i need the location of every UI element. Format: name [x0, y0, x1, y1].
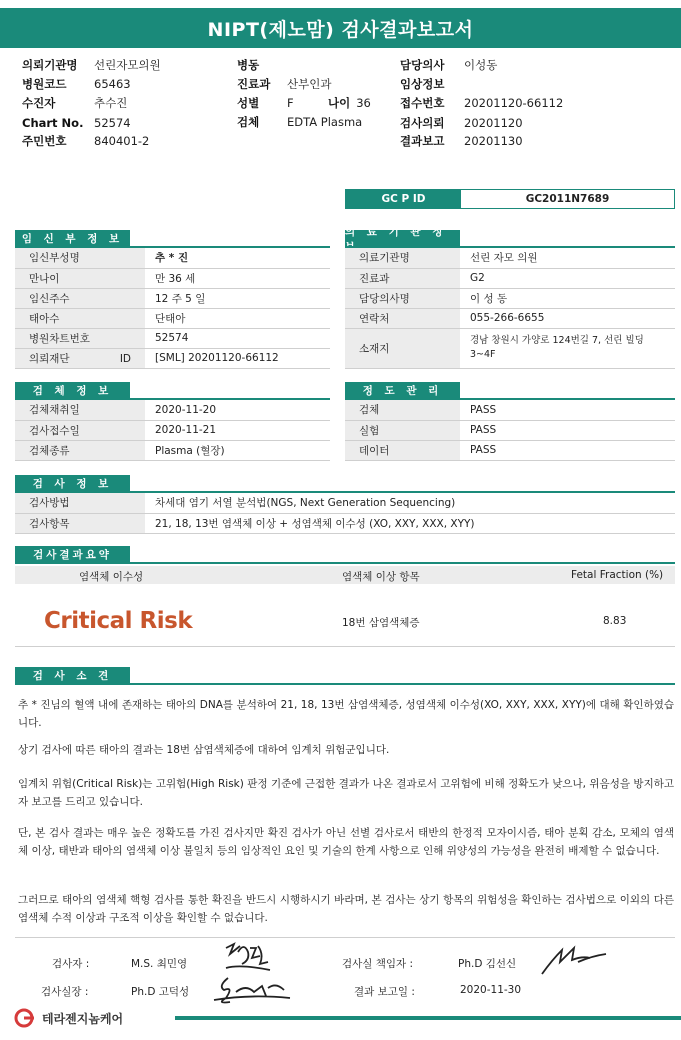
specimen-section-title: 검 체 정 보: [15, 382, 130, 399]
findings-section-title: 검 사 소 견: [15, 667, 130, 684]
table-row: 의뢰재단 ID [SML] 20201120-66112: [15, 348, 330, 368]
summary-item: 18번 삼염색체증: [342, 617, 420, 629]
test-section-title: 검 사 정 보: [15, 475, 130, 492]
tester-name: M.S. 최민영: [131, 958, 188, 970]
table-row: 검체 PASS: [345, 400, 675, 420]
summary-section-title: 검사결과요약: [15, 546, 130, 563]
test-table: [15, 493, 675, 534]
table-row: 실험 PASS: [345, 420, 675, 440]
signature-divider: [15, 937, 675, 938]
qc-section-title: 정 도 관 리: [345, 382, 460, 399]
summary-result: Critical Risk: [44, 608, 193, 634]
header-chart-no: Chart No. 52574: [22, 116, 131, 130]
hospital-table: [345, 248, 675, 369]
report-date-label: 결과 보고일 :: [354, 986, 415, 998]
responsible-label: 검사실 책임자 :: [342, 958, 414, 970]
table-row: 검체종류 Plasma (혈장): [15, 440, 330, 460]
table-row: 진료과 G2: [345, 268, 675, 288]
gc-pid-box: [345, 189, 675, 209]
header-doctor: 담당의사 이성동: [400, 58, 498, 72]
summary-header: [15, 566, 675, 584]
company-logo: [14, 1008, 123, 1028]
table-row: 임신부성명 추 * 진: [15, 248, 330, 268]
qc-table: [345, 400, 675, 461]
table-row: 검사방법 차세대 염기 서열 분석법(NGS, Next Generation Sequencing): [15, 493, 675, 513]
findings-section-line: [15, 683, 675, 685]
summary-section-line: [15, 562, 675, 564]
header-clinical-info: 임상정보: [400, 77, 445, 91]
responsible-signature: [538, 940, 610, 980]
header-specimen: 검체 EDTA Plasma: [237, 115, 363, 129]
table-row: 병원차트번호 52574: [15, 328, 330, 348]
table-row: 태아수 단태아: [15, 308, 330, 328]
table-row: 데이터 PASS: [345, 440, 675, 460]
header-ward: 병동: [237, 58, 260, 72]
summary-col-aneuploidy: 염색체 이수성: [79, 571, 144, 583]
lab-head-label: 검사실장 :: [41, 986, 89, 998]
company-logo-icon: [14, 1008, 38, 1028]
company-logo-text: 테라젠지놈케어: [42, 1011, 124, 1026]
header-patient: 수진자 추수진: [22, 96, 128, 110]
header-receipt-no: 접수번호 20201120-66112: [400, 96, 564, 110]
pregnancy-section-title: 임 신 부 정 보: [15, 230, 130, 247]
header-hospital-code: 병원코드 65463: [22, 77, 131, 91]
header-department: 진료과 산부인과: [237, 77, 332, 91]
findings-paragraph-5: 그러므로 태아의 염색체 핵형 검사를 통한 확진을 반드시 시행하시기 바라며, 본 검사는 상기 항목의 위험성을 확인하는 검사법으로 이외의 다른 염색체 수적 이상과 구조적 이상을 확인할 수 없습니다.: [18, 894, 674, 924]
table-row: 검사접수일 2020-11-21: [15, 420, 330, 440]
summary-col-fetal-fraction: Fetal Fraction (%): [571, 569, 664, 581]
findings-paragraph-2: 상기 검사에 따른 태아의 결과는 18번 삼염색체증에 대하여 임계치 위험군입니다.: [18, 744, 390, 756]
table-row: 만나이 만 36 세: [15, 268, 330, 288]
table-row: 임신주수 12 주 5 일: [15, 288, 330, 308]
summary-col-item: 염색체 이상 항목: [342, 571, 420, 583]
tester-label: 검사자 :: [52, 958, 90, 970]
summary-fetal-fraction: 8.83: [603, 615, 627, 627]
header-request-date: 검사의뢰 20201120: [400, 116, 523, 130]
table-row: 검사항목 21, 18, 13번 염색체 이상 + 성염색체 이수성 (XO, XXY, XXX, XYY): [15, 513, 675, 533]
gc-pid-label: GC P ID: [346, 190, 461, 208]
findings-paragraph-4: 단, 본 검사 결과는 매우 높은 정확도를 가진 검사지만 확진 검사가 아닌 선별 검사로서 태반의 한정적 모자이시즘, 태아 분획 감소, 모체의 염색체 이상, 태반과 태아의 염색체 이상 불일치 등의 임상적인 요인 및 기술의 한계 사항으로 인해 위양성의 가능성을 완전히 배제할 수 없습니다.: [18, 827, 674, 857]
findings-paragraph-1: 추 * 진님의 혈액 내에 존재하는 태아의 DNA를 분석하여 21, 18, 13번 삼염색체증, 성염색체 이수성(XO, XXY, XXX, XYY)에 대해 확인하였습니다.: [18, 699, 674, 729]
summary-divider: [15, 646, 675, 647]
hospital-section-title: 의 료 기 관 정: [345, 230, 460, 247]
table-row: 의료기관명 선린 자모 의원: [345, 248, 675, 268]
header-sex: 성별 F: [237, 96, 294, 110]
header-resident-no: 주민번호 840401-2: [22, 134, 150, 148]
report-date: 2020-11-30: [460, 984, 522, 996]
header-age: 나이 36: [328, 96, 371, 110]
lab-head-name: Ph.D 고덕성: [131, 986, 190, 998]
footer-bar: [175, 1016, 681, 1020]
table-row: 검체채취일 2020-11-20: [15, 400, 330, 420]
header-report-date: 결과보고 20201130: [400, 134, 523, 148]
responsible-name: Ph.D 김선신: [458, 958, 517, 970]
findings-paragraph-3: 임계치 위험(Critical Risk)는 고위험(High Risk) 판정 기준에 근접한 결과가 나온 결과로서 고위험에 비해 정확도가 낮으나, 위음성을 방지하고자 보고를 드리고 있습니다.: [18, 778, 674, 808]
table-row: 연락처 055-266-6655: [345, 308, 675, 328]
table-row: 소재지 경남 창원시 가양로 124번길 7, 선린 빌딩 3~4F: [345, 328, 675, 368]
report-title: NIPT(제노맘) 검사결과보고서: [0, 8, 681, 48]
pregnancy-table: [15, 248, 330, 369]
table-row: 담당의사명 이 성 동: [345, 288, 675, 308]
specimen-table: [15, 400, 330, 461]
lab-head-signature: [210, 972, 292, 1008]
header-hospital-name: 의뢰기관명 선린자모의원: [22, 58, 161, 72]
gc-pid-value: GC2011N7689: [525, 193, 610, 205]
